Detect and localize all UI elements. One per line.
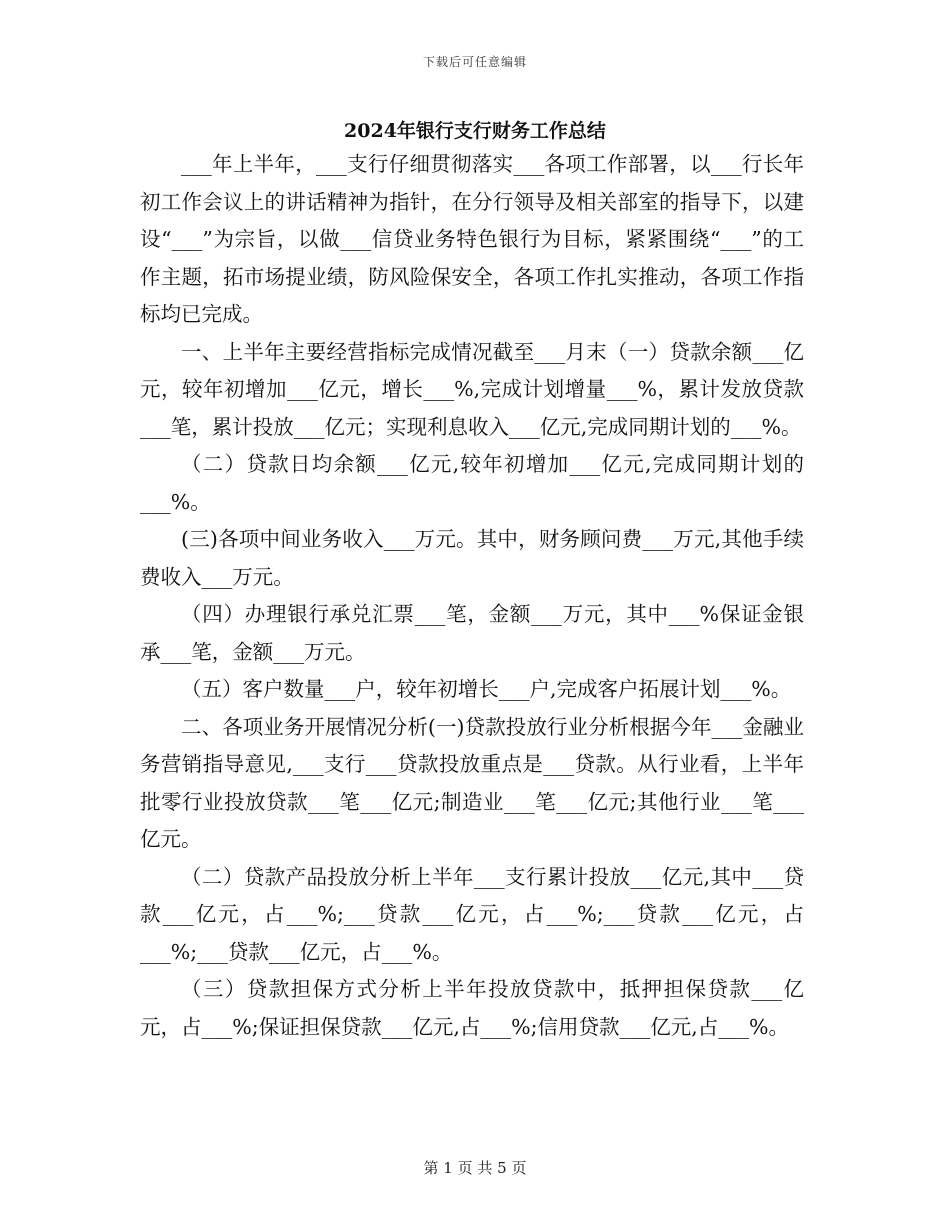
paragraph-acceptance-bills: （四）办理银行承兑汇票___笔，金额___万元，其中___%保证金银承___笔，金额___万元。: [140, 602, 804, 664]
page-header-note: 下载后可任意编辑: [422, 55, 527, 69]
document-body: [140, 146, 804, 1046]
paragraph-daily-balance: （二）贷款日均余额___亿元,较年初增加___亿元,完成同期计划的___%。: [140, 452, 804, 514]
paragraph-product-analysis: （二）贷款产品投放分析上半年___支行累计投放___亿元,其中___贷款___亿元，占___%;___贷款___亿元，占___%;___贷款___亿元，占___%;___贷款___亿元，占___%。: [140, 864, 804, 964]
paragraph-section-1-loans: 一、上半年主要经营指标完成情况截至___月末（一）贷款余额___亿元，较年初增加___亿元，增长___%,完成计划增量___%，累计发放贷款___笔，累计投放___亿元；实现利息收入___亿元,完成同期计划的___%。: [140, 339, 804, 439]
paragraph-intro: ___年上半年，___支行仔细贯彻落实___各项工作部署，以___行长年初工作会议上的讲话精神为指针，在分行领导及相关部室的指导下，以建设“___”为宗旨，以做___信贷业务特色银行为目标，紧紧围绕“___”的工作主题，拓市场提业绩，防风险保安全，各项工作扎实推动，各项工作指标均已完成。: [140, 152, 804, 326]
paragraph-customers: （五）客户数量___户，较年初增长___户,完成客户拓展计划___%。: [181, 677, 792, 701]
paragraph-guarantee-analysis: （三）贷款担保方式分析上半年投放贷款中，抵押担保贷款___亿元，占___%;保证担保贷款___亿元,占___%;信用贷款___亿元,占___%。: [140, 977, 804, 1039]
page-number-footer: 第 1 页 共 5 页: [423, 1159, 527, 1177]
document-title: 2024年银行支行财务工作总结: [344, 120, 606, 142]
paragraph-intermediate-income: (三)各项中间业务收入___万元。其中，财务顾问费___万元,其他手续费收入___万元。: [140, 527, 804, 589]
paragraph-section-2-industry: 二、各项业务开展情况分析(一)贷款投放行业分析根据今年___金融业务营销指导意见,___支行___贷款投放重点是___贷款。从行业看，上半年批零行业投放贷款___笔___亿元;制造业___笔___亿元;其他行业___笔___亿元。: [140, 714, 804, 851]
